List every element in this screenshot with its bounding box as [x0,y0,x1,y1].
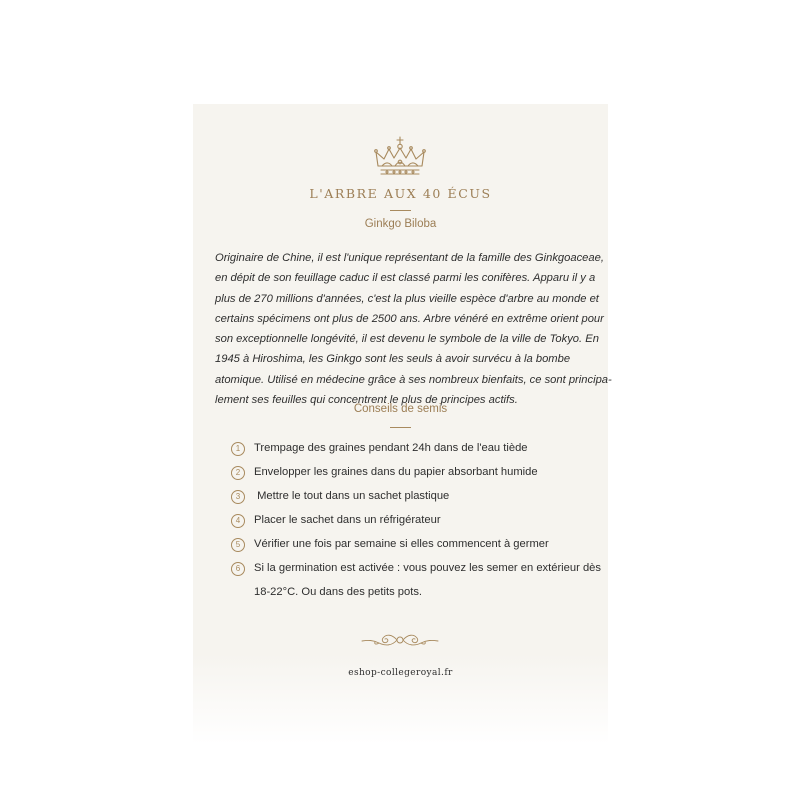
step-item [231,464,591,488]
intro-line: Originaire de Chine, il est l'unique représentant de la famille des Ginkgoaceae, [215,252,604,264]
step-number-badge: 5 [231,538,245,552]
intro-line: certains spécimens ont plus de 2500 ans. Arbre vénéré en extrême orient pour [215,312,604,325]
flourish-ornament-icon [359,632,441,648]
intro-line: son exceptionnelle longévité, il est devenu le symbole de la ville de Tokyo. En [215,333,599,346]
step-number-badge: 3 [231,490,245,504]
intro-paragraph [215,248,612,410]
step-text: Trempage des graines pendant 24h dans de l'eau tiède [254,442,528,454]
step-number-badge: 4 [231,514,245,528]
card-title: L'ARBRE AUX 40 ÉCUS [309,186,492,201]
step-number-badge: 6 [231,562,245,576]
crown-icon [374,136,426,178]
intro-line: atomique. Utilisé en médecine grâce à ses nombreux bienfaits, ce sont principa- [215,373,612,386]
title-divider [390,210,411,211]
step-item [231,488,591,512]
leaflet-card [193,104,612,744]
step-number-badge: 1 [231,442,245,456]
section-heading: Conseils de semis [353,403,448,415]
step-item [231,512,591,536]
sowing-steps-list [231,440,601,598]
step-text-continuation: 18-22°C. Ou dans des petits pots. [254,586,423,598]
step-text: Mettre le tout dans un sachet plastique [254,490,450,502]
step-item [231,536,591,560]
card-subtitle: Ginkgo Biloba [364,218,437,230]
step-text: Envelopper les graines dans du papier absorbant humide [254,466,538,478]
intro-line: plus de 270 millions d'années, c'est la plus vieille espèce d'arbre au monde et [215,292,599,305]
intro-line: en dépit de son feuillage caduc il est classé parmi les conifères. Apparu il y a [215,272,596,285]
step-text: Si la germination est activée : vous pouvez les semer en extérieur dès [254,562,601,574]
step-text: Placer le sachet dans un réfrigérateur [254,514,441,526]
section-divider [390,427,411,428]
intro-line: lement ses feuilles qui concentrent le plus de principes actifs. [215,394,518,407]
step-number-badge: 2 [231,466,245,480]
step-text: Vérifier une fois par semaine si elles commencent à germer [254,538,549,550]
intro-line: 1945 à Hiroshima, les Ginkgo sont les seuls à avoir survécu à la bombe [215,353,571,366]
website-url: eshop-collegeroyal.fr [348,668,453,678]
step-item [231,560,601,598]
step-item [231,440,591,464]
